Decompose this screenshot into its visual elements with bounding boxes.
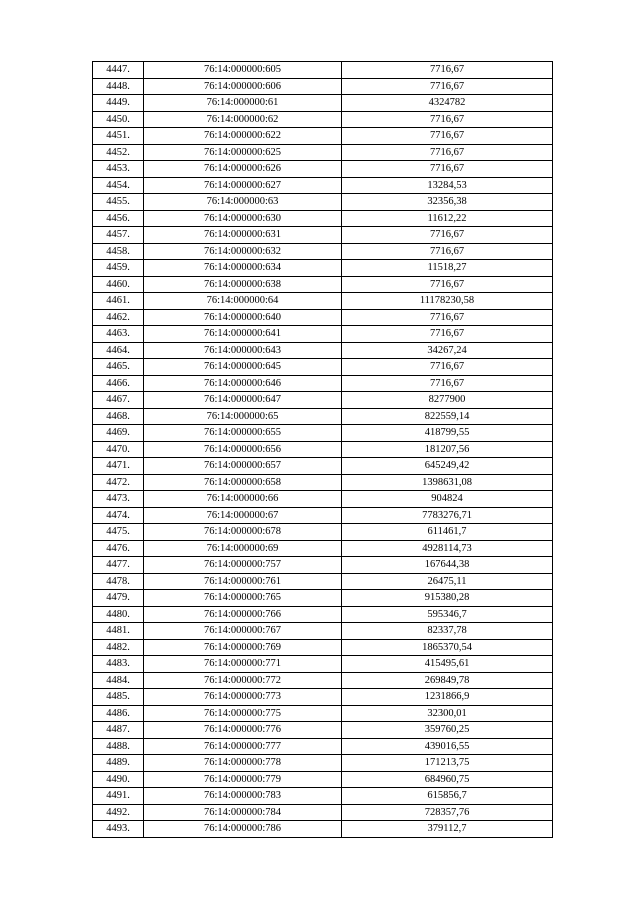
row-number-cell: 4467.: [93, 392, 144, 409]
table-row: [93, 425, 553, 442]
table-row: [93, 606, 553, 623]
cadastral-number-cell: 76:14:000000:656: [144, 441, 342, 458]
cadastral-number-cell: 76:14:000000:771: [144, 656, 342, 673]
row-number-cell: 4457.: [93, 227, 144, 244]
value-cell: 1865370,54: [342, 639, 553, 656]
table-row: [93, 557, 553, 574]
table-row: [93, 227, 553, 244]
value-cell: 595346,7: [342, 606, 553, 623]
table-row: [93, 689, 553, 706]
table-row: [93, 144, 553, 161]
row-number-cell: 4491.: [93, 788, 144, 805]
value-cell: 7716,67: [342, 227, 553, 244]
table-row: [93, 590, 553, 607]
value-cell: 4324782: [342, 95, 553, 112]
value-cell: 904824: [342, 491, 553, 508]
value-cell: 7716,67: [342, 144, 553, 161]
cadastral-number-cell: 76:14:000000:66: [144, 491, 342, 508]
row-number-cell: 4464.: [93, 342, 144, 359]
table-body: [93, 62, 553, 838]
table-row: [93, 458, 553, 475]
table-row: [93, 260, 553, 277]
cadastral-number-cell: 76:14:000000:63: [144, 194, 342, 211]
value-cell: 7716,67: [342, 128, 553, 145]
table-row: [93, 95, 553, 112]
table-row: [93, 821, 553, 838]
cadastral-number-cell: 76:14:000000:786: [144, 821, 342, 838]
value-cell: 7783276,71: [342, 507, 553, 524]
row-number-cell: 4476.: [93, 540, 144, 557]
cadastral-number-cell: 76:14:000000:640: [144, 309, 342, 326]
cadastral-number-cell: 76:14:000000:776: [144, 722, 342, 739]
value-cell: 7716,67: [342, 161, 553, 178]
table-row: [93, 507, 553, 524]
value-cell: 615856,7: [342, 788, 553, 805]
cadastral-number-cell: 76:14:000000:634: [144, 260, 342, 277]
row-number-cell: 4458.: [93, 243, 144, 260]
value-cell: 4928114,73: [342, 540, 553, 557]
row-number-cell: 4477.: [93, 557, 144, 574]
cadastral-number-cell: 76:14:000000:641: [144, 326, 342, 343]
row-number-cell: 4470.: [93, 441, 144, 458]
value-cell: 1398631,08: [342, 474, 553, 491]
value-cell: 7716,67: [342, 326, 553, 343]
table-row: [93, 210, 553, 227]
row-number-cell: 4487.: [93, 722, 144, 739]
row-number-cell: 4463.: [93, 326, 144, 343]
table-row: [93, 342, 553, 359]
cadastral-number-cell: 76:14:000000:645: [144, 359, 342, 376]
row-number-cell: 4452.: [93, 144, 144, 161]
row-number-cell: 4451.: [93, 128, 144, 145]
value-cell: 82337,78: [342, 623, 553, 640]
cadastral-number-cell: 76:14:000000:778: [144, 755, 342, 772]
value-cell: 728357,76: [342, 804, 553, 821]
cadastral-number-cell: 76:14:000000:69: [144, 540, 342, 557]
value-cell: 269849,78: [342, 672, 553, 689]
cadastral-number-cell: 76:14:000000:757: [144, 557, 342, 574]
row-number-cell: 4490.: [93, 771, 144, 788]
cadastral-number-cell: 76:14:000000:622: [144, 128, 342, 145]
table-row: [93, 78, 553, 95]
value-cell: 379112,7: [342, 821, 553, 838]
value-cell: 167644,38: [342, 557, 553, 574]
table-row: [93, 491, 553, 508]
table-row: [93, 326, 553, 343]
table-row: [93, 293, 553, 310]
row-number-cell: 4455.: [93, 194, 144, 211]
cadastral-number-cell: 76:14:000000:657: [144, 458, 342, 475]
value-cell: 645249,42: [342, 458, 553, 475]
row-number-cell: 4486.: [93, 705, 144, 722]
table-row: [93, 128, 553, 145]
row-number-cell: 4471.: [93, 458, 144, 475]
row-number-cell: 4480.: [93, 606, 144, 623]
value-cell: 7716,67: [342, 78, 553, 95]
cadastral-number-cell: 76:14:000000:777: [144, 738, 342, 755]
row-number-cell: 4450.: [93, 111, 144, 128]
row-number-cell: 4482.: [93, 639, 144, 656]
value-cell: 11612,22: [342, 210, 553, 227]
row-number-cell: 4493.: [93, 821, 144, 838]
row-number-cell: 4474.: [93, 507, 144, 524]
value-cell: 34267,24: [342, 342, 553, 359]
table-row: [93, 639, 553, 656]
table-row: [93, 408, 553, 425]
table-row: [93, 623, 553, 640]
row-number-cell: 4453.: [93, 161, 144, 178]
value-cell: 7716,67: [342, 309, 553, 326]
cadastral-number-cell: 76:14:000000:67: [144, 507, 342, 524]
row-number-cell: 4468.: [93, 408, 144, 425]
value-cell: 359760,25: [342, 722, 553, 739]
table-row: [93, 771, 553, 788]
row-number-cell: 4448.: [93, 78, 144, 95]
value-cell: 26475,11: [342, 573, 553, 590]
row-number-cell: 4472.: [93, 474, 144, 491]
value-cell: 7716,67: [342, 111, 553, 128]
table-row: [93, 359, 553, 376]
row-number-cell: 4469.: [93, 425, 144, 442]
cadastral-number-cell: 76:14:000000:605: [144, 62, 342, 79]
row-number-cell: 4488.: [93, 738, 144, 755]
table-row: [93, 62, 553, 79]
table-row: [93, 672, 553, 689]
cadastral-number-cell: 76:14:000000:626: [144, 161, 342, 178]
value-cell: 7716,67: [342, 375, 553, 392]
row-number-cell: 4462.: [93, 309, 144, 326]
cadastral-number-cell: 76:14:000000:779: [144, 771, 342, 788]
table-row: [93, 111, 553, 128]
value-cell: 11178230,58: [342, 293, 553, 310]
table-row: [93, 722, 553, 739]
cadastral-table: [92, 61, 553, 838]
value-cell: 11518,27: [342, 260, 553, 277]
value-cell: 32356,38: [342, 194, 553, 211]
value-cell: 415495,61: [342, 656, 553, 673]
row-number-cell: 4447.: [93, 62, 144, 79]
cadastral-number-cell: 76:14:000000:766: [144, 606, 342, 623]
value-cell: 171213,75: [342, 755, 553, 772]
cadastral-number-cell: 76:14:000000:784: [144, 804, 342, 821]
cadastral-number-cell: 76:14:000000:606: [144, 78, 342, 95]
table-row: [93, 804, 553, 821]
row-number-cell: 4461.: [93, 293, 144, 310]
value-cell: 7716,67: [342, 243, 553, 260]
cadastral-number-cell: 76:14:000000:638: [144, 276, 342, 293]
table-row: [93, 573, 553, 590]
table-row: [93, 392, 553, 409]
cadastral-number-cell: 76:14:000000:65: [144, 408, 342, 425]
cadastral-number-cell: 76:14:000000:646: [144, 375, 342, 392]
cadastral-number-cell: 76:14:000000:643: [144, 342, 342, 359]
row-number-cell: 4492.: [93, 804, 144, 821]
value-cell: 915380,28: [342, 590, 553, 607]
cadastral-number-cell: 76:14:000000:765: [144, 590, 342, 607]
row-number-cell: 4465.: [93, 359, 144, 376]
table-row: [93, 243, 553, 260]
cadastral-number-cell: 76:14:000000:775: [144, 705, 342, 722]
cadastral-number-cell: 76:14:000000:658: [144, 474, 342, 491]
row-number-cell: 4449.: [93, 95, 144, 112]
cadastral-number-cell: 76:14:000000:769: [144, 639, 342, 656]
value-cell: 439016,55: [342, 738, 553, 755]
value-cell: 7716,67: [342, 62, 553, 79]
cadastral-number-cell: 76:14:000000:61: [144, 95, 342, 112]
table-row: [93, 441, 553, 458]
row-number-cell: 4460.: [93, 276, 144, 293]
table-row: [93, 540, 553, 557]
table-row: [93, 194, 553, 211]
row-number-cell: 4485.: [93, 689, 144, 706]
cadastral-number-cell: 76:14:000000:783: [144, 788, 342, 805]
table-row: [93, 375, 553, 392]
value-cell: 7716,67: [342, 359, 553, 376]
cadastral-number-cell: 76:14:000000:655: [144, 425, 342, 442]
value-cell: 684960,75: [342, 771, 553, 788]
cadastral-number-cell: 76:14:000000:761: [144, 573, 342, 590]
cadastral-number-cell: 76:14:000000:767: [144, 623, 342, 640]
row-number-cell: 4489.: [93, 755, 144, 772]
value-cell: 181207,56: [342, 441, 553, 458]
value-cell: 1231866,9: [342, 689, 553, 706]
cadastral-number-cell: 76:14:000000:772: [144, 672, 342, 689]
table-row: [93, 177, 553, 194]
cadastral-number-cell: 76:14:000000:625: [144, 144, 342, 161]
cadastral-number-cell: 76:14:000000:630: [144, 210, 342, 227]
cadastral-number-cell: 76:14:000000:631: [144, 227, 342, 244]
table-row: [93, 788, 553, 805]
table-row: [93, 161, 553, 178]
table-row: [93, 656, 553, 673]
value-cell: 13284,53: [342, 177, 553, 194]
row-number-cell: 4479.: [93, 590, 144, 607]
cadastral-number-cell: 76:14:000000:62: [144, 111, 342, 128]
row-number-cell: 4466.: [93, 375, 144, 392]
value-cell: 8277900: [342, 392, 553, 409]
row-number-cell: 4478.: [93, 573, 144, 590]
cadastral-number-cell: 76:14:000000:64: [144, 293, 342, 310]
table-row: [93, 524, 553, 541]
row-number-cell: 4454.: [93, 177, 144, 194]
cadastral-number-cell: 76:14:000000:678: [144, 524, 342, 541]
row-number-cell: 4459.: [93, 260, 144, 277]
row-number-cell: 4484.: [93, 672, 144, 689]
row-number-cell: 4483.: [93, 656, 144, 673]
row-number-cell: 4481.: [93, 623, 144, 640]
table-row: [93, 755, 553, 772]
cadastral-number-cell: 76:14:000000:632: [144, 243, 342, 260]
cadastral-number-cell: 76:14:000000:627: [144, 177, 342, 194]
value-cell: 418799,55: [342, 425, 553, 442]
table-row: [93, 474, 553, 491]
row-number-cell: 4456.: [93, 210, 144, 227]
cadastral-number-cell: 76:14:000000:773: [144, 689, 342, 706]
table-row: [93, 705, 553, 722]
row-number-cell: 4475.: [93, 524, 144, 541]
value-cell: 611461,7: [342, 524, 553, 541]
row-number-cell: 4473.: [93, 491, 144, 508]
value-cell: 822559,14: [342, 408, 553, 425]
table-row: [93, 738, 553, 755]
table-row: [93, 309, 553, 326]
cadastral-number-cell: 76:14:000000:647: [144, 392, 342, 409]
table-row: [93, 276, 553, 293]
value-cell: 32300,01: [342, 705, 553, 722]
value-cell: 7716,67: [342, 276, 553, 293]
